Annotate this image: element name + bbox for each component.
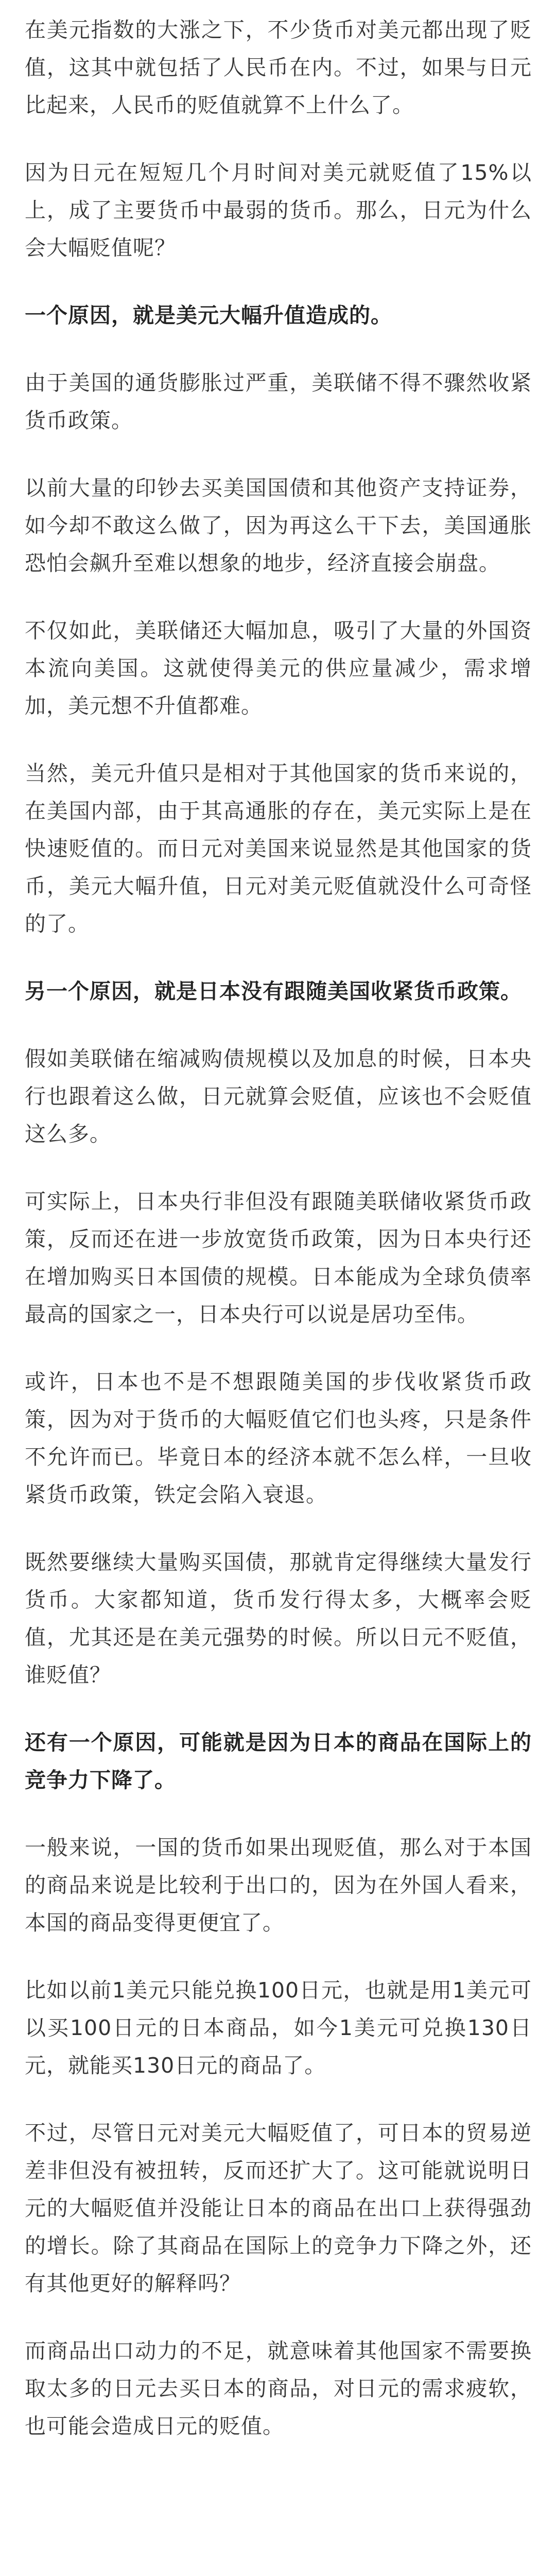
section-heading: 一个原因，就是美元大幅升值造成的。 (25, 303, 392, 328)
paragraph: 既然要继续大量购买国债，那就肯定得继续大量发行货币。大家都知道，货币发行得太多，大概率会贬值，尤其还是在美元强势的时候。所以日元不贬值，谁贬值？ (25, 1550, 532, 1687)
paragraph: 不过，尽管日元对美元大幅贬值了，可日本的贸易逆差非但没有被扭转，反而还扩大了。这可能就说明日元的大幅贬值并没能让日本的商品在出口上获得强劲的增长。除了其商品在国际上的竞争力下降之外，还有其他更好的解释吗？ (25, 2121, 532, 2296)
paragraph: 假如美联储在缩减购债规模以及加息的时候，日本央行也跟着这么做，日元就算会贬值，应该也不会贬值这么多。 (25, 1046, 532, 1146)
paragraph: 由于美国的通货膨胀过严重，美联储不得不骤然收紧货币政策。 (25, 370, 532, 433)
paragraph: 不仅如此，美联储还大幅加息，吸引了大量的外国资本流向美国。这就使得美元的供应量减少，需求增加，美元想不升值都难。 (25, 618, 532, 718)
paragraph: 以前大量的印钞去买美国国债和其他资产支持证券，如今却不敢这么做了，因为再这么干下去，美国通胀恐怕会飙升至难以想象的地步，经济直接会崩盘。 (25, 476, 532, 575)
paragraph: 可实际上，日本央行非但没有跟随美联储收紧货币政策，反而还在进一步放宽货币政策，因为日本央行还在增加购买日本国债的规模。日本能成为全球负债率最高的国家之一，日本央行可以说是居功至伟。 (25, 1189, 532, 1327)
article-body (25, 0, 532, 2475)
paragraph: 比如以前1美元只能兑换100日元，也就是用1美元可以买100日元的日本商品，如今1美元可兑换130日元，就能买130日元的商品了。 (25, 1978, 532, 2078)
paragraph: 一般来说，一国的货币如果出现贬值，那么对于本国的商品来说是比较利于出口的，因为在外国人看来，本国的商品变得更便宜了。 (25, 1835, 532, 1935)
paragraph: 而商品出口动力的不足，就意味着其他国家不需要换取太多的日元去买日本的商品，对日元的需求疲软，也可能会造成日元的贬值。 (25, 2338, 532, 2438)
section-heading: 另一个原因，就是日本没有跟随美国收紧货币政策。 (25, 979, 522, 1004)
paragraph: 或许，日本也不是不想跟随美国的步伐收紧货币政策，因为对于货币的大幅贬值它们也头疼，只是条件不允许而已。毕竟日本的经济本就不怎么样，一旦收紧货币政策，铁定会陷入衰退。 (25, 1369, 532, 1507)
section-heading: 还有一个原因，可能就是因为日本的商品在国际上的竞争力下降了。 (25, 1730, 532, 1792)
paragraph: 因为日元在短短几个月时间对美元就贬值了15%以上，成了主要货币中最弱的货币。那么，日元为什么会大幅贬值呢？ (25, 160, 532, 260)
paragraph: 在美元指数的大涨之下，不少货币对美元都出现了贬值，这其中就包括了人民币在内。不过，如果与日元比起来，人民币的贬值就算不上什么了。 (25, 18, 532, 117)
paragraph: 当然，美元升值只是相对于其他国家的货币来说的，在美国内部，由于其高通胀的存在，美元实际上是在快速贬值的。而日元对美国来说显然是其他国家的货币，美元大幅升值，日元对美元贬值就没什么可奇怪的了。 (25, 761, 532, 936)
